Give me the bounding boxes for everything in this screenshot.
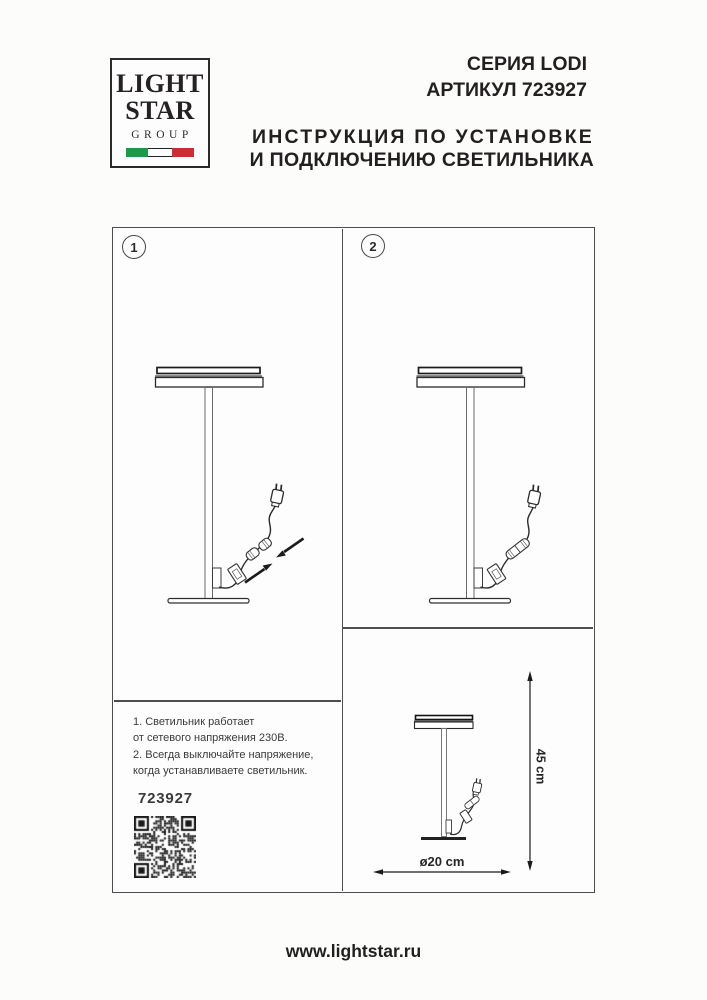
logo-text-group: GROUP [131, 129, 193, 141]
logo-text-light: LIGHT [116, 69, 204, 98]
left-horizontal-divider [114, 700, 342, 702]
flag-white-stripe [148, 148, 172, 157]
instruction-title-line1: ИНСТРУКЦИЯ ПО УСТАНОВКЕ [251, 126, 594, 148]
flag-green-stripe [126, 148, 148, 157]
diameter-dimension-label: ø20 cm [419, 854, 465, 869]
article-number: 723927 [138, 790, 193, 807]
step1-number: 1 [130, 239, 138, 255]
qr-code [134, 816, 196, 878]
italian-flag-icon [126, 148, 194, 157]
safety-notes [133, 714, 333, 780]
series-label: СЕРИЯ LODI [466, 53, 587, 75]
flag-red-stripe [172, 148, 194, 157]
note-line: 2. Всегда выключайте напряжение, [133, 748, 314, 761]
note-line: когда устанавливаете светильник. [133, 765, 308, 778]
instruction-title-line2: И ПОДКЛЮЧЕНИЮ СВЕТИЛЬНИКА [249, 149, 594, 171]
height-dimension-label: 45 cm [533, 748, 548, 785]
note-line: 1. Светильник работает [133, 716, 255, 728]
article-label: АРТИКУЛ 723927 [426, 79, 587, 101]
lightstar-logo [110, 58, 210, 168]
note-line: от сетевого напряжения 230В. [133, 732, 288, 745]
logo-text-star: STAR [125, 96, 195, 125]
step2-badge [361, 234, 385, 258]
website-url: www.lightstar.ru [285, 941, 422, 961]
step1-badge [122, 235, 146, 259]
right-horizontal-divider [343, 627, 593, 629]
vertical-divider [342, 229, 344, 892]
step2-number: 2 [369, 238, 377, 254]
